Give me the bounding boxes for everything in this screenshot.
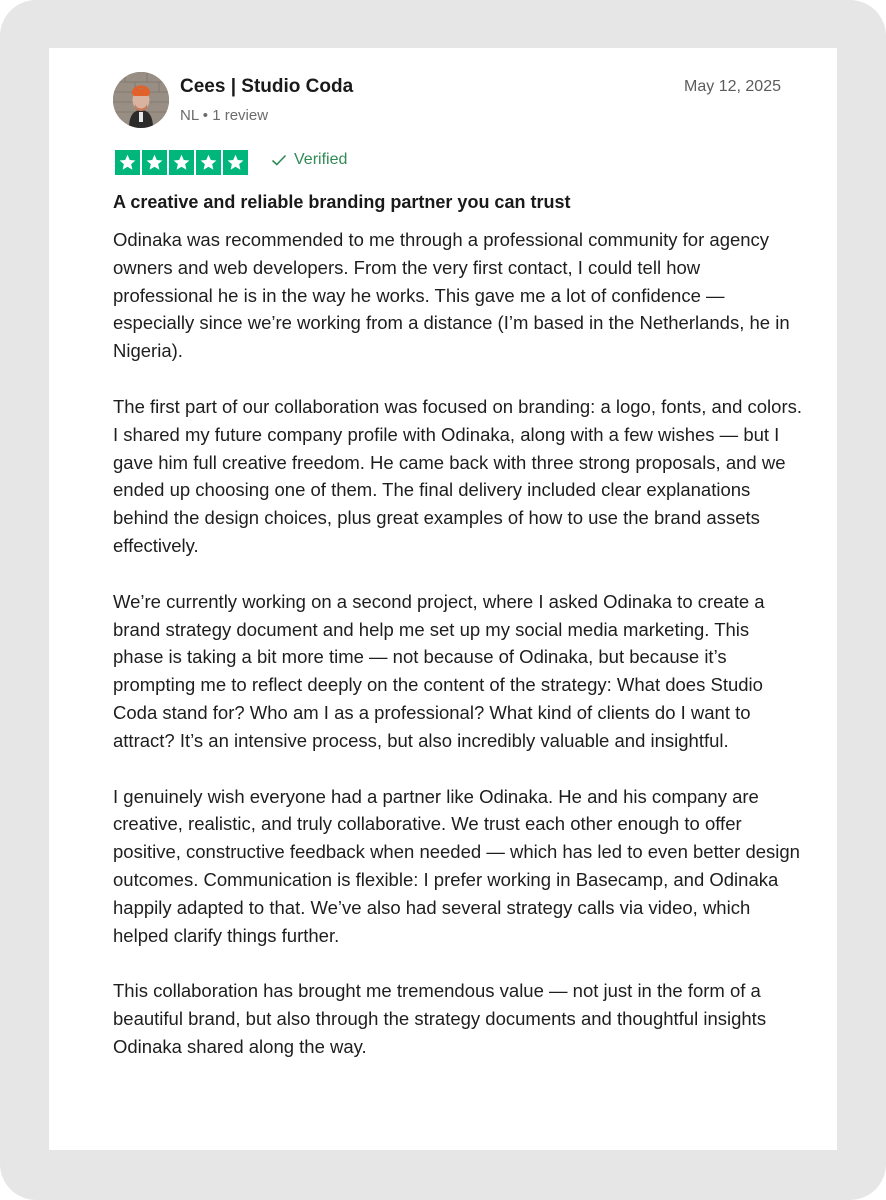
review-paragraph: Odinaka was recommended to me through a professional community for agency owners and web developers. From the very first contact, I could tell how professional he is in the way he works. This gave me a lot of confidence — especially since we’re working from a distance (I’m based in the Netherlands, he in Nigeria). bbox=[113, 229, 790, 362]
review-paragraph: This collaboration has brought me tremendous value — not just in the form of a beautiful brand, but also through the strategy documents and thoughtful insights Odinaka shared along the way. bbox=[113, 980, 767, 1057]
reviewer-name[interactable]: Cees | Studio Coda bbox=[180, 76, 354, 97]
checkmark-icon bbox=[271, 154, 287, 166]
star-icon bbox=[115, 150, 140, 175]
star-rating bbox=[115, 150, 248, 175]
star-icon bbox=[142, 150, 167, 175]
star-icon bbox=[169, 150, 194, 175]
avatar[interactable] bbox=[113, 72, 169, 128]
reviewer-meta: NL • 1 review bbox=[180, 107, 269, 124]
user-avatar-image bbox=[113, 72, 169, 128]
star-icon bbox=[196, 150, 221, 175]
verified-label: Verified bbox=[294, 151, 348, 168]
review-card bbox=[49, 48, 837, 1150]
review-paragraph: I genuinely wish everyone had a partner like Odinaka. He and his company are creative, realistic, and truly collaborative. We trust each other enough to offer positive, constructive feedback when needed — which has led to even better design outcomes. Communication is flexible: I prefer working in Basecamp, and Odinaka happily adapted to that. We’ve also had several strategy calls via video, which helped clarify things further. bbox=[113, 785, 800, 946]
review-paragraph: The first part of our collaboration was focused on branding: a logo, fonts, and colors. I shared my future company profile with Odinaka, along with a few wishes — but I gave him full creative freedom. He came back with three strong proposals, and we ended up choosing one of them. The final delivery included clear explanations behind the design choices, plus great examples of how to use the brand assets effectively. bbox=[113, 395, 803, 556]
star-icon bbox=[223, 150, 248, 175]
review-date: May 12, 2025 bbox=[684, 78, 781, 95]
verified-badge[interactable] bbox=[271, 151, 347, 169]
review-title: A creative and reliable branding partner you can trust bbox=[113, 192, 571, 212]
review-paragraph: We’re currently working on a second project, where I asked Odinaka to create a brand strategy document and help me set up my social media marketing. This phase is taking a bit more time — not because of Odinaka, but because it’s prompting me to reflect deeply on the content of the strategy: What does Studio Coda stand for? Who am I as a professional? What kind of clients do I want to attract? It’s an intensive process, but also incredibly valuable and insightful. bbox=[113, 590, 765, 751]
review-body bbox=[113, 226, 803, 1061]
